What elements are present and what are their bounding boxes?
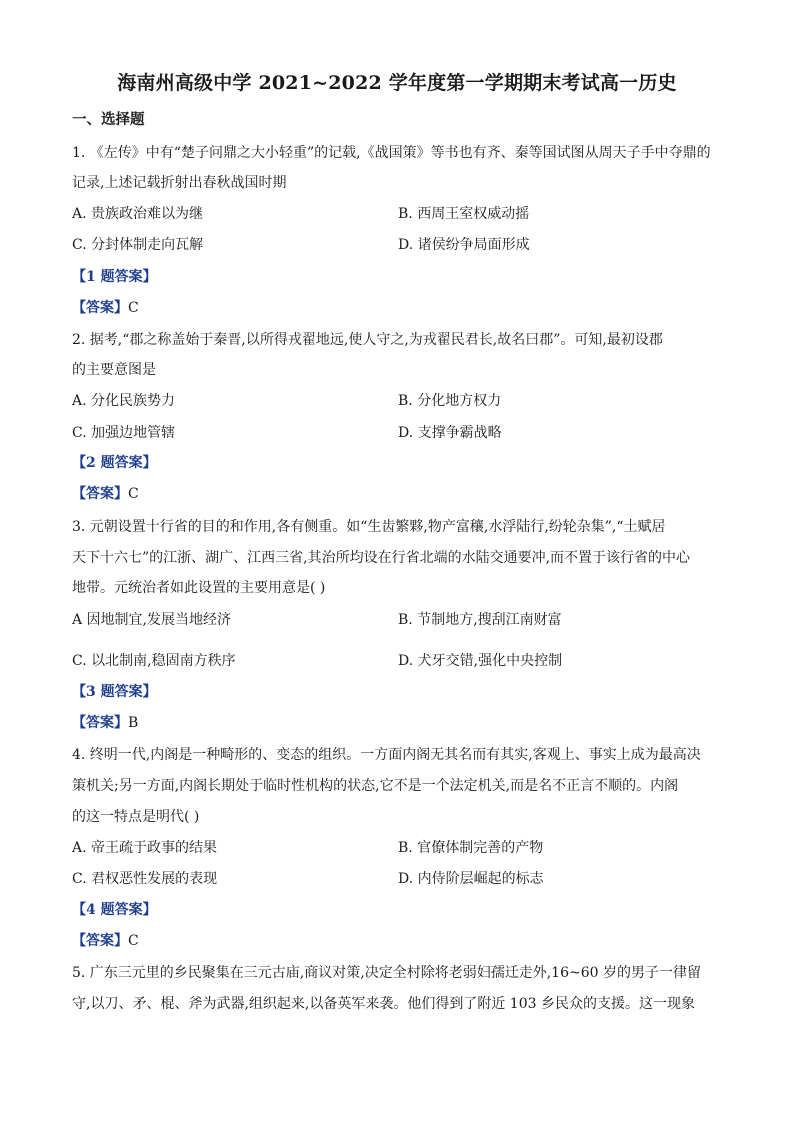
q3-option-a: A 因地制宜,发展当地经济 xyxy=(72,612,232,628)
answer-label: 【答案】 xyxy=(72,300,128,316)
q2-answer xyxy=(72,483,139,503)
q5-stem-line-1: 5. 广东三元里的乡民聚集在三元古庙,商议对策,决定全村除将老弱妇孺迁走外,16~60 岁的男子一律留 xyxy=(72,965,701,981)
q2-option-d: D. 支撑争霸战略 xyxy=(398,425,502,441)
q1-stem-line-1: 1. 《左传》中有“楚子问鼎之大小轻重”的记载,《战国策》等书也有齐、秦等国试图从周天子手中夺鼎的 xyxy=(72,145,711,161)
q5-stem-line-2: 守,以刀、矛、棍、斧为武器,组织起来,以备英军来袭。他们得到了附近 103 乡民众的支援。这一现象 xyxy=(72,996,695,1012)
q4-option-b: B. 官僚体制完善的产物 xyxy=(398,840,544,856)
q3-stem-line-3: 地带。元统治者如此设置的主要用意是( ) xyxy=(72,580,326,596)
answer-value: C xyxy=(128,300,139,316)
answer-value: B xyxy=(128,715,139,731)
q2-option-b: B. 分化地方权力 xyxy=(398,393,502,409)
q4-answer xyxy=(72,930,139,950)
q3-option-d: D. 犬牙交错,强化中央控制 xyxy=(398,653,563,669)
section-heading: 一、选择题 xyxy=(72,111,145,128)
q4-option-c: C. 君权恶性发展的表现 xyxy=(72,871,218,887)
answer-label: 【答案】 xyxy=(72,933,128,949)
q4-answer-header: 【4 题答案】 xyxy=(72,902,157,918)
q3-stem-line-1: 3. 元朝设置十行省的目的和作用,各有侧重。如“生齿繁夥,物产富穰,水浮陆行,纷轮杂集”,“土赋居 xyxy=(72,519,666,535)
q2-answer-header: 【2 题答案】 xyxy=(72,455,157,471)
q3-option-b: B. 节制地方,搜刮江南财富 xyxy=(398,612,562,628)
q2-stem-line-1: 2. 据考,“郡之称盖始于秦晋,以所得戎翟地远,使人守之,为戎翟民君长,故名曰郡”。可知,最初设郡 xyxy=(72,332,663,348)
q1-option-b: B. 西周王室权威动摇 xyxy=(398,206,530,222)
q1-answer-header: 【1 题答案】 xyxy=(72,269,157,285)
q1-option-d: D. 诸侯纷争局面形成 xyxy=(398,237,530,253)
q1-answer xyxy=(72,297,139,317)
answer-value: C xyxy=(128,933,139,949)
q2-stem-line-2: 的主要意图是 xyxy=(72,362,156,378)
q3-answer xyxy=(72,712,138,732)
q2-option-c: C. 加强边地管辖 xyxy=(72,425,176,441)
answer-label: 【答案】 xyxy=(72,715,128,731)
q4-option-d: D. 内侍阶层崛起的标志 xyxy=(398,871,544,887)
answer-label: 【答案】 xyxy=(72,486,128,502)
q1-option-a: A. 贵族政治难以为继 xyxy=(72,206,204,222)
q4-stem-line-1: 4. 终明一代,内阁是一种畸形的、变态的组织。一方面内阁无其名而有其实,客观上、事实上成为最高决 xyxy=(72,747,701,763)
q4-stem-line-2: 策机关;另一方面,内阁长期处于临时性机构的状态,它不是一个法定机关,而是名不正言不顺的。内阁 xyxy=(72,778,679,794)
q1-option-c: C. 分封体制走向瓦解 xyxy=(72,237,204,253)
q4-stem-line-3: 的这一特点是明代( ) xyxy=(72,809,200,825)
q1-stem-line-2: 记录,上述记载折射出春秋战国时期 xyxy=(72,175,287,191)
q3-answer-header: 【3 题答案】 xyxy=(72,684,157,700)
q3-option-c: C. 以北制南,稳固南方秩序 xyxy=(72,653,236,669)
answer-value: C xyxy=(128,486,139,502)
exam-title: 海南州高级中学 2021~2022 学年度第一学期期末考试高一历史 xyxy=(117,72,677,94)
q3-stem-line-2: 天下十六七”的江浙、湖广、江西三省,其治所均设在行省北端的水陆交通要冲,而不置于该行省的中心 xyxy=(72,550,691,566)
q4-option-a: A. 帝王疏于政事的结果 xyxy=(72,840,218,856)
q2-option-a: A. 分化民族势力 xyxy=(72,393,176,409)
